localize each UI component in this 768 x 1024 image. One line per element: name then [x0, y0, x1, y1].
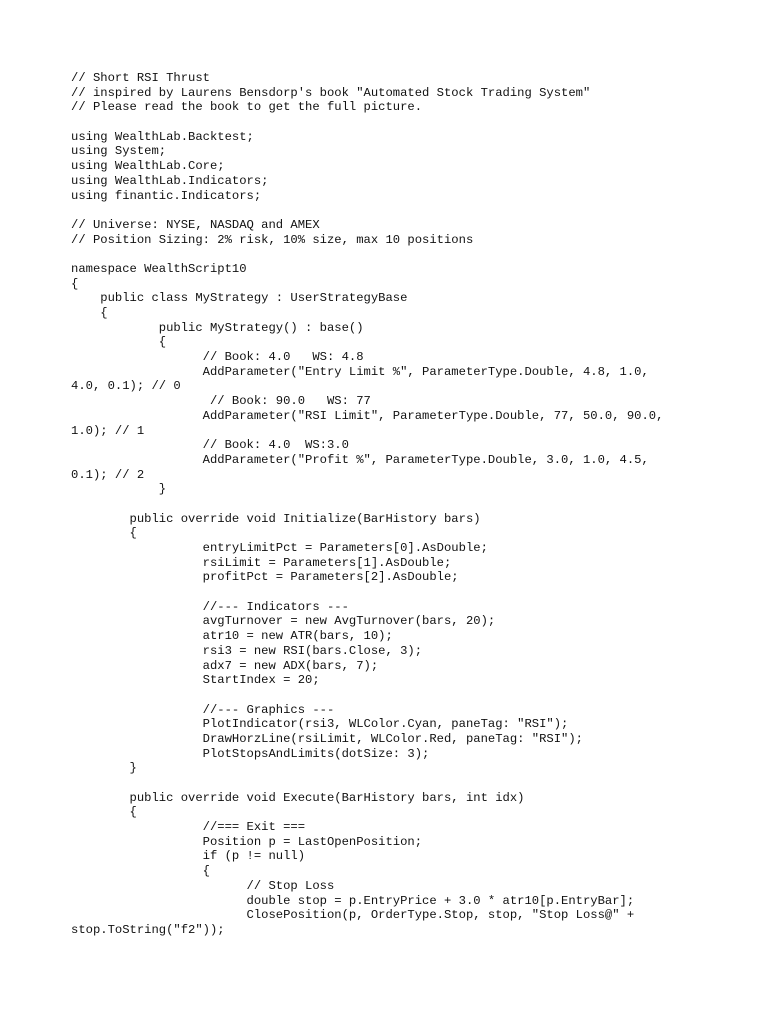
code-line: Position p = LastOpenPosition;	[71, 834, 423, 849]
code-line: AddParameter("RSI Limit", ParameterType.Double, 77, 50.0, 90.0,	[71, 408, 664, 423]
code-line: 0.1); // 2	[71, 467, 145, 482]
code-line: rsi3 = new RSI(bars.Close, 3);	[71, 643, 423, 658]
code-line: public override void Initialize(BarHistory bars)	[71, 511, 481, 526]
code-line: AddParameter("Profit %", ParameterType.Double, 3.0, 1.0, 4.5,	[71, 452, 649, 467]
code-line	[71, 585, 711, 600]
code-line: 4.0, 0.1); // 0	[71, 379, 181, 394]
code-line: AddParameter("Entry Limit %", ParameterType.Double, 4.8, 1.0,	[71, 364, 649, 379]
code-listing	[71, 71, 711, 938]
code-line: PlotIndicator(rsi3, WLColor.Cyan, paneTag: "RSI");	[71, 717, 569, 732]
code-line: // Position Sizing: 2% risk, 10% size, max 10 positions	[71, 232, 474, 247]
code-line: // Short RSI Thrust	[71, 71, 210, 85]
code-line: if (p != null)	[71, 849, 306, 864]
code-line: adx7 = new ADX(bars, 7);	[71, 658, 379, 673]
code-line	[71, 203, 711, 218]
code-line: entryLimitPct = Parameters[0].AsDouble;	[71, 541, 488, 555]
code-line: //--- Graphics ---	[71, 702, 335, 717]
code-line: public override void Execute(BarHistory bars, int idx)	[71, 790, 525, 805]
code-line: using System;	[71, 144, 167, 159]
code-line: avgTurnover = new AvgTurnover(bars, 20);	[71, 614, 496, 629]
code-line: using WealthLab.Core;	[71, 159, 225, 174]
code-line: {	[71, 805, 137, 820]
code-line: }	[71, 761, 137, 776]
code-line: ClosePosition(p, OrderType.Stop, stop, "Stop Loss@" +	[71, 908, 635, 923]
code-line	[71, 115, 711, 130]
code-line	[71, 776, 711, 791]
code-line: 1.0); // 1	[71, 423, 145, 438]
code-line: // Stop Loss	[71, 878, 335, 893]
code-line: using finantic.Indicators;	[71, 188, 262, 203]
code-line: public MyStrategy() : base()	[71, 320, 364, 335]
code-line: {	[71, 276, 79, 291]
code-line: {	[71, 526, 137, 541]
code-line: double stop = p.EntryPrice + 3.0 * atr10[p.EntryBar];	[71, 893, 635, 908]
code-line: {	[71, 335, 167, 350]
code-line: // Book: 4.0 WS:3.0	[71, 438, 349, 453]
code-line: public class MyStrategy : UserStrategyBase	[71, 291, 408, 306]
code-line: PlotStopsAndLimits(dotSize: 3);	[71, 746, 430, 761]
code-line	[71, 497, 711, 512]
code-line: DrawHorzLine(rsiLimit, WLColor.Red, paneTag: "RSI");	[71, 731, 583, 746]
code-line	[71, 688, 711, 703]
code-line: atr10 = new ATR(bars, 10);	[71, 629, 393, 644]
code-line: stop.ToString("f2"));	[71, 922, 225, 937]
code-line: //--- Indicators ---	[71, 599, 349, 614]
code-line: StartIndex = 20;	[71, 673, 320, 688]
code-line: rsiLimit = Parameters[1].AsDouble;	[71, 555, 452, 570]
code-line: namespace WealthScript10	[71, 261, 247, 276]
code-line: // Book: 4.0 WS: 4.8	[71, 350, 364, 365]
code-line: }	[71, 482, 167, 497]
code-line: //=== Exit ===	[71, 820, 306, 835]
code-line: {	[71, 864, 210, 879]
code-line	[71, 247, 711, 262]
code-line: // Book: 90.0 WS: 77	[71, 394, 371, 409]
code-line: profitPct = Parameters[2].AsDouble;	[71, 570, 459, 585]
code-line: // inspired by Laurens Bensdorp's book "Automated Stock Trading System"	[71, 85, 591, 100]
code-line: {	[71, 306, 108, 320]
code-line: using WealthLab.Indicators;	[71, 173, 269, 188]
code-line: // Universe: NYSE, NASDAQ and AMEX	[71, 217, 320, 232]
code-line: using WealthLab.Backtest;	[71, 129, 254, 144]
code-line: // Please read the book to get the full picture.	[71, 100, 423, 115]
